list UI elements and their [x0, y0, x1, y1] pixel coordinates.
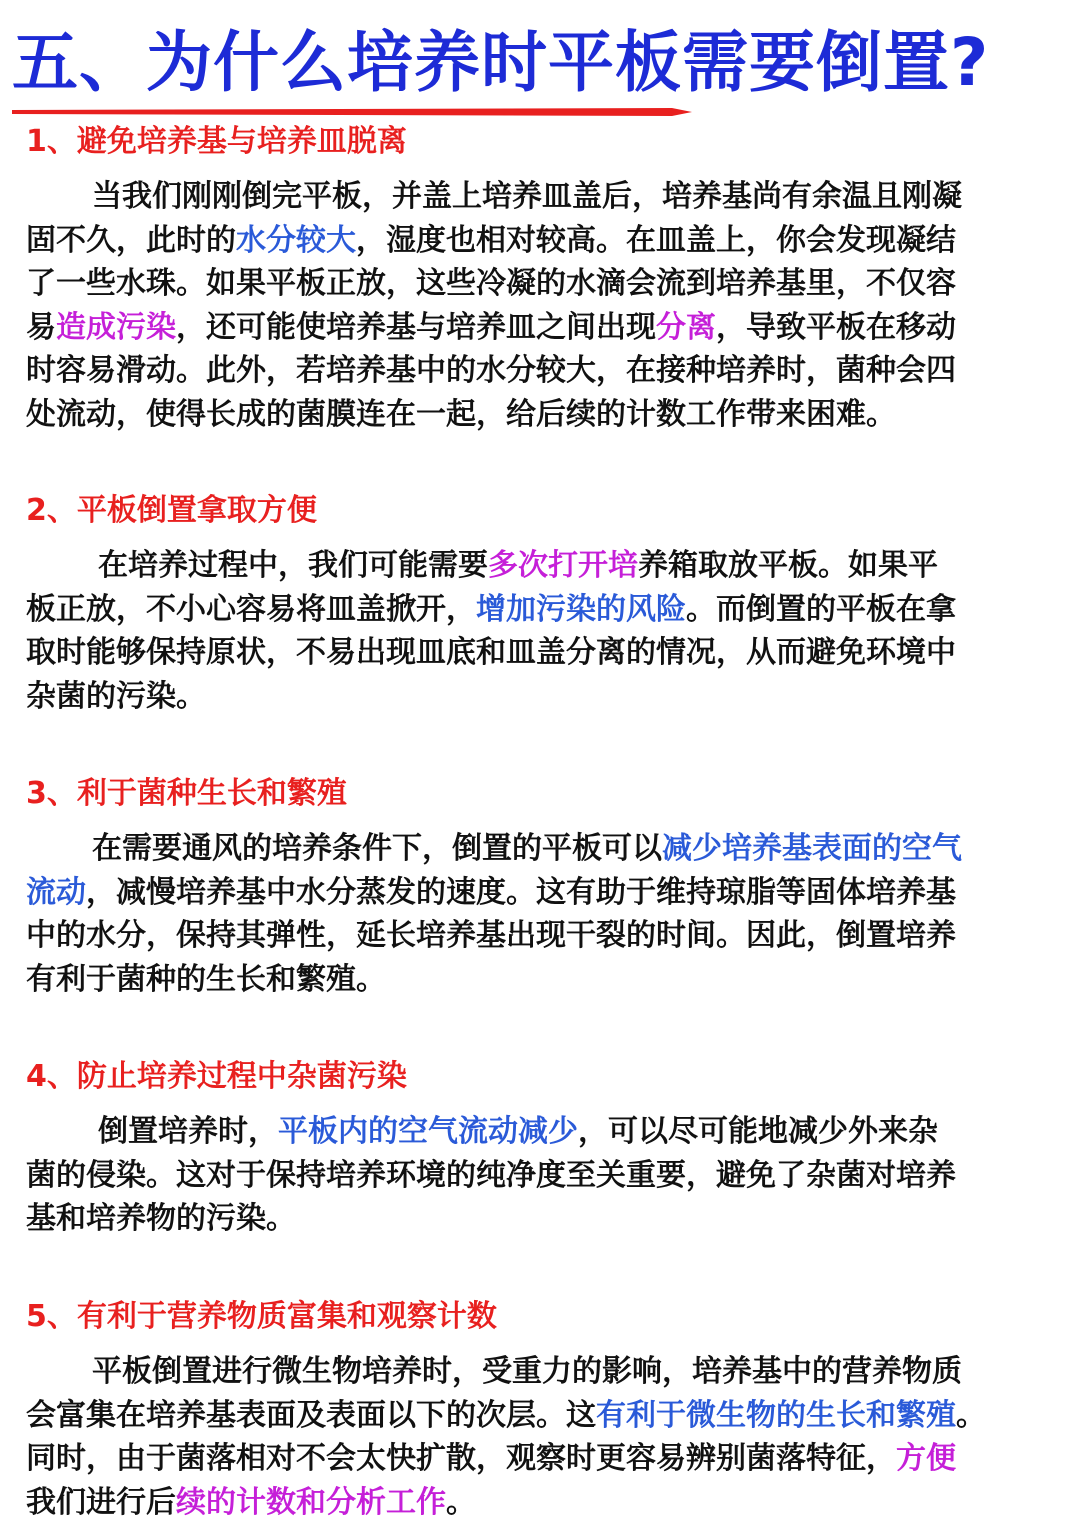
- section-1-line-2: 固不久，此时的水分较大，湿度也相对较高。在皿盖上，你会发现凝结: [26, 222, 956, 258]
- highlight-text: 流动: [26, 874, 86, 910]
- section-3-line-2: 流动，减慢培养基中水分蒸发的速度。这有助于维持琼脂等固体培养基: [26, 874, 956, 910]
- section-1-line-5: 时容易滑动。此外，若培养基中的水分较大，在接种培养时，菌种会四: [26, 353, 956, 388]
- highlight-text: 水分较大: [236, 222, 356, 258]
- section-4-line-3: 基和培养物的污染。: [26, 1201, 296, 1236]
- section-3-line-1: 在需要通风的培养条件下，倒置的平板可以减少培养基表面的空气: [92, 831, 962, 866]
- highlight-text: 方便: [896, 1441, 956, 1476]
- highlight-text: 多次打开培: [488, 548, 638, 583]
- section-5-body: [26, 1350, 1066, 1524]
- section-1-line-1: 当我们刚刚倒完平板，并盖上培养皿盖后，培养基尚有余温且刚凝: [92, 179, 962, 214]
- section-4-line-2: 菌的侵染。这对于保持培养环境的纯净度至关重要，避免了杂菌对培养: [26, 1157, 956, 1193]
- section-5-heading: 5、有利于营养物质富集和观察计数: [26, 1299, 497, 1334]
- highlight-text: 分离: [656, 309, 716, 345]
- highlight-text: 平板内的空气流动减少: [278, 1114, 578, 1149]
- section-2-line-4: 杂菌的污染。: [26, 678, 206, 714]
- section-3-heading: 3、利于菌种生长和繁殖: [26, 776, 347, 811]
- section-2-line-2: 板正放，不小心容易将皿盖掀开，增加污染的风险。而倒置的平板在拿: [26, 591, 956, 627]
- section-4-line-1: 倒置培养时，平板内的空气流动减少，可以尽可能地减少外来杂: [98, 1114, 938, 1149]
- section-5-line-2: 会富集在培养基表面及表面以下的次层。这有利于微生物的生长和繁殖。: [26, 1397, 986, 1433]
- section-1-heading: 1、避免培养基与培养皿脱离: [26, 124, 407, 159]
- section-3-body: [26, 827, 1066, 1001]
- section-5-line-3: 同时，由于菌落相对不会太快扩散，观察时更容易辨别菌落特征，方便: [26, 1441, 956, 1476]
- page-title: 五、为什么培养时平板需要倒置?: [12, 24, 990, 101]
- section-1-body: [26, 175, 1066, 436]
- section-2-line-1: 在培养过程中，我们可能需要多次打开培养箱取放平板。如果平: [98, 548, 938, 583]
- title-block: [12, 22, 1072, 122]
- section-5-line-4: 我们进行后续的计数和分析工作。: [26, 1484, 476, 1520]
- section-4-heading: 4、防止培养过程中杂菌污染: [26, 1059, 407, 1094]
- section-1-line-3: 了一些水珠。如果平板正放，这些冷凝的水滴会流到培养基里，不仅容: [26, 266, 956, 301]
- title-underline-arrow-icon: [12, 104, 692, 120]
- highlight-text: 续的计数和分析工作: [176, 1484, 446, 1520]
- section-1-line-4: 易造成污染，还可能使培养基与培养皿之间出现分离，导致平板在移动: [26, 309, 956, 345]
- highlight-text: 造成污染: [56, 309, 176, 345]
- highlight-text: 增加污染的风险: [476, 591, 686, 627]
- section-5-line-1: 平板倒置进行微生物培养时，受重力的影响，培养基中的营养物质: [92, 1354, 962, 1389]
- section-3-line-3: 中的水分，保持其弹性，延长培养基出现干裂的时间。因此，倒置培养: [26, 918, 956, 953]
- section-2-line-3: 取时能够保持原状，不易出现皿底和皿盖分离的情况，从而避免环境中: [26, 635, 956, 670]
- section-2-heading: 2、平板倒置拿取方便: [26, 493, 317, 528]
- section-3-line-4: 有利于菌种的生长和繁殖。: [26, 961, 386, 997]
- highlight-text: 减少培养基表面的空气: [662, 831, 962, 866]
- section-1-line-6: 处流动，使得长成的菌膜连在一起，给后续的计数工作带来困难。: [26, 396, 896, 432]
- section-2-body: [26, 544, 1066, 718]
- highlight-text: 有利于微生物的生长和繁殖: [596, 1397, 956, 1433]
- section-4-body: [26, 1110, 1066, 1241]
